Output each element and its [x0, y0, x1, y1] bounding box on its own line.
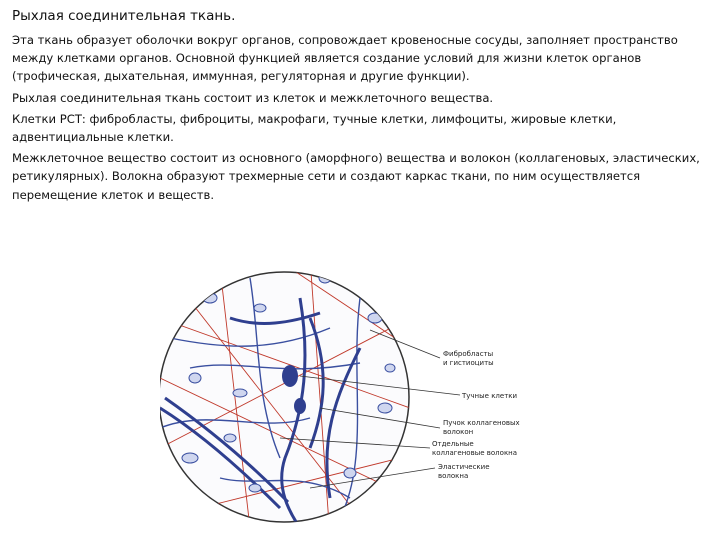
label-fibroblasts-2: и гистиоциты [443, 359, 494, 367]
label-collagen-bundle-2: волокон [443, 428, 474, 436]
paragraph-composition: Рыхлая соединительная ткань состоит из клеток и межклеточного вещества. [12, 90, 494, 105]
label-mast-cells: Тучные клетки [462, 392, 518, 400]
paragraph-matrix: Межклеточное вещество состоит из основного (аморфного) вещества и волокон (коллагеновых, эластических, ретикулярных). Волокна образуют трехмерные сети и создают каркас ткани, по ним осуществляется перемещение клеток и веществ. [12, 151, 700, 202]
slide-title: Рыхлая соединительная ткань. [12, 8, 236, 24]
label-fibroblasts-1: Фибробласты [443, 350, 494, 358]
tissue-diagram-svg [160, 258, 700, 540]
label-collagen-single-2: коллагеновые волокна [432, 449, 518, 457]
label-collagen-single-1: Отдельные [432, 440, 474, 448]
tissue-illustration [160, 258, 700, 540]
paragraph-cells: Клетки РСТ: фибробласты, фиброциты, макрофаги, тучные клетки, лимфоциты, жировые клетки, адвентициальные клетки. [12, 111, 617, 145]
label-collagen-bundle-1: Пучок коллагеновых [443, 419, 520, 427]
paragraph-function: Эта ткань образует оболочки вокруг органов, сопровождает кровеносные сосуды, заполняет пространство между клетками органов. Основной функцией является создание условий для жизни клеток органов (трофическая, дыхательная, иммунная, регуляторная и другие функции). [12, 33, 678, 84]
text-body [12, 31, 712, 207]
label-elastic-1: Эластические [438, 463, 490, 471]
label-elastic-2: волокна [438, 472, 469, 480]
